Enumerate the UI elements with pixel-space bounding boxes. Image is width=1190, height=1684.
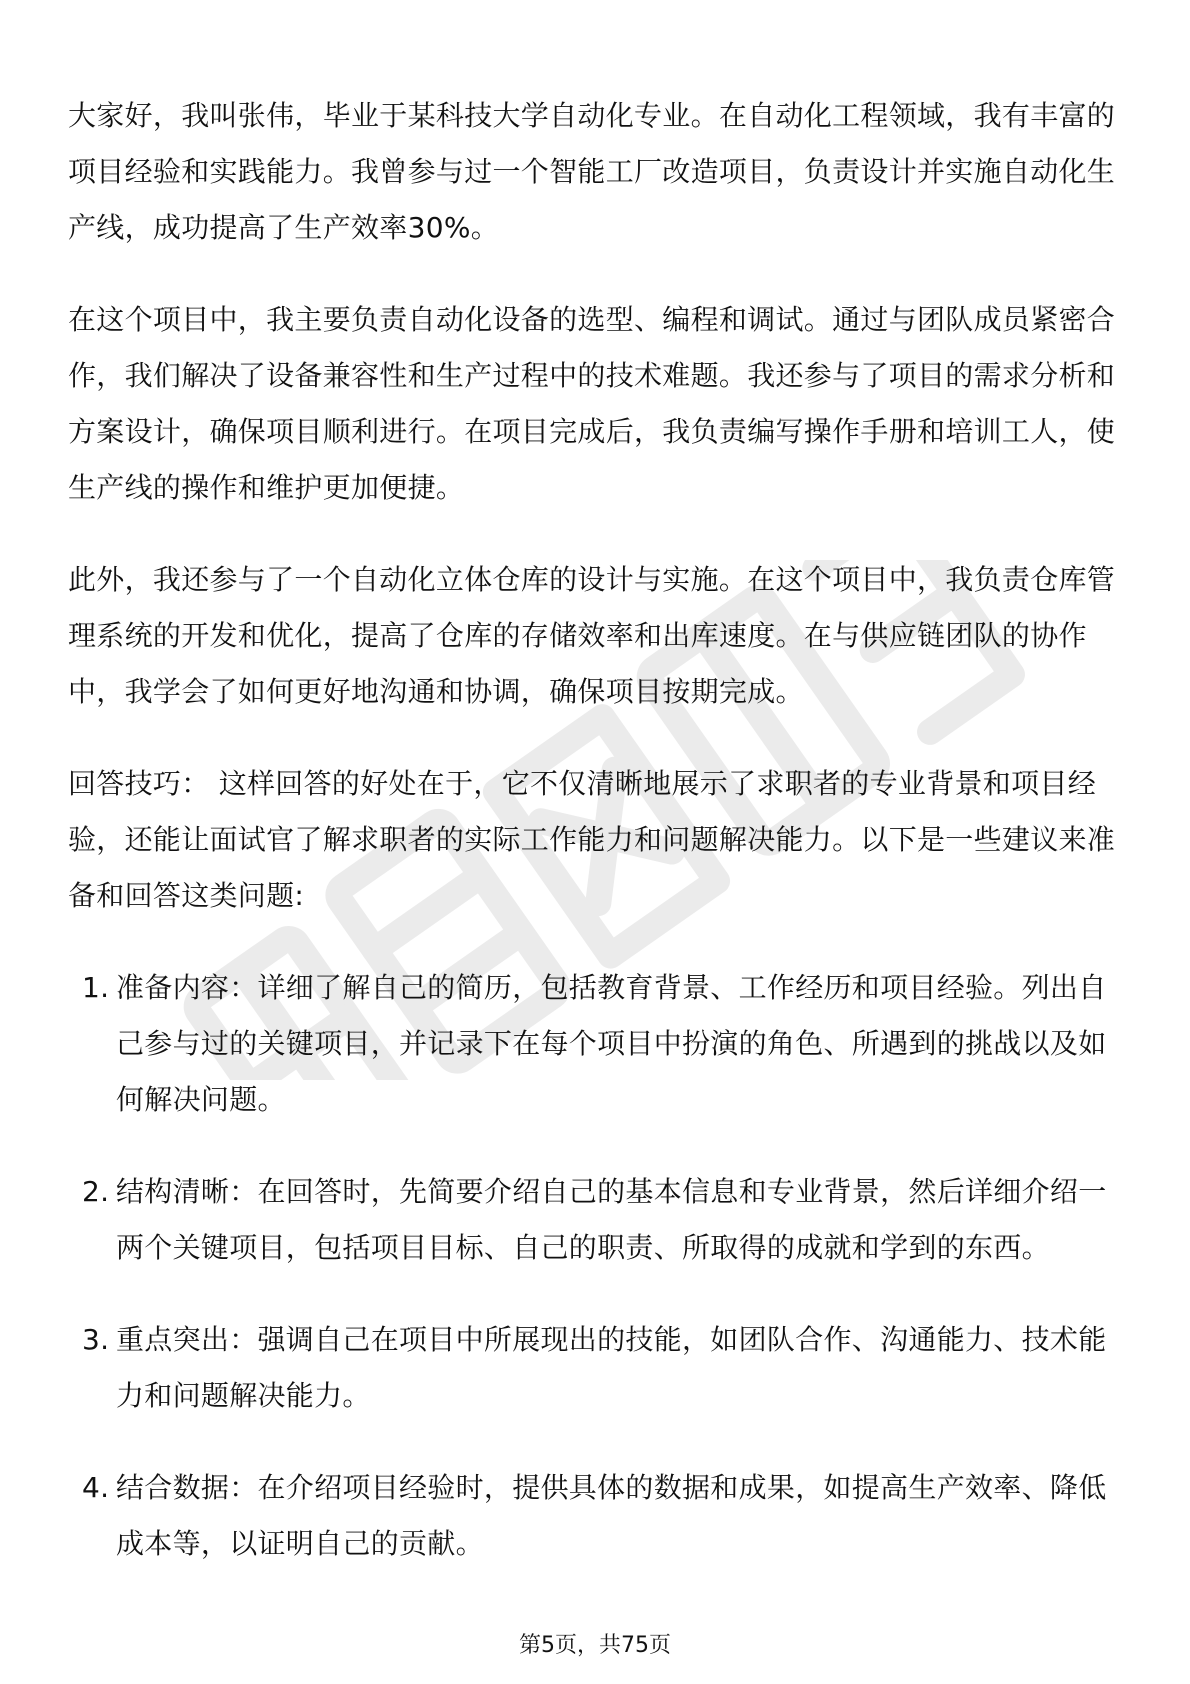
list-item xyxy=(68,1460,1118,1572)
paragraph-intro: 大家好，我叫张伟，毕业于某科技大学自动化专业。在自动化工程领域，我有丰富的项目经验和实践能力。我曾参与过一个智能工厂改造项目，负责设计并实施自动化生产线，成功提高了生产效率30%。 xyxy=(68,99,1116,244)
list-item xyxy=(68,960,1118,1128)
list-item xyxy=(68,1164,1118,1276)
list-item-number: 2. xyxy=(82,1175,110,1208)
list-item-number: 4. xyxy=(82,1471,110,1504)
paragraph-project-role: 在这个项目中，我主要负责自动化设备的选型、编程和调试。通过与团队成员紧密合作，我们解决了设备兼容性和生产过程中的技术难题。我还参与了项目的需求分析和方案设计，确保项目顺利进行。在项目完成后，我负责编写操作手册和培训工人，使生产线的操作和维护更加便捷。 xyxy=(68,303,1116,504)
page-number-footer: 第5页，共75页 xyxy=(519,1633,671,1658)
paragraph-answer-tips: 回答技巧： 这样回答的好处在于，它不仅清晰地展示了求职者的专业背景和项目经验，还能让面试官了解求职者的实际工作能力和问题解决能力。以下是一些建议来准备和回答这类问题: xyxy=(68,767,1116,912)
list-item-text: 重点突出：强调自己在项目中所展现出的技能，如团队合作、沟通能力、技术能力和问题解决能力。 xyxy=(116,1323,1107,1412)
list-item-text: 准备内容：详细了解自己的简历，包括教育背景、工作经历和项目经验。列出自己参与过的关键项目，并记录下在每个项目中扮演的角色、所遇到的挑战以及如何解决问题。 xyxy=(116,971,1107,1116)
list-item-text: 结构清晰：在回答时，先简要介绍自己的基本信息和专业背景，然后详细介绍一两个关键项目，包括项目目标、自己的职责、所取得的成就和学到的东西。 xyxy=(116,1175,1107,1264)
tips-list xyxy=(68,960,1118,1572)
list-item xyxy=(68,1312,1118,1424)
paragraph-warehouse-project: 此外，我还参与了一个自动化立体仓库的设计与实施。在这个项目中，我负责仓库管理系统的开发和优化，提高了仓库的存储效率和出库速度。在与供应链团队的协作中，我学会了如何更好地沟通和协调，确保项目按期完成。 xyxy=(68,563,1116,708)
list-item-number: 3. xyxy=(82,1323,110,1356)
list-item-text: 结合数据：在介绍项目经验时，提供具体的数据和成果，如提高生产效率、降低成本等，以证明自己的贡献。 xyxy=(116,1471,1107,1560)
main-content xyxy=(68,88,1118,1608)
list-item-number: 1. xyxy=(82,971,110,1004)
